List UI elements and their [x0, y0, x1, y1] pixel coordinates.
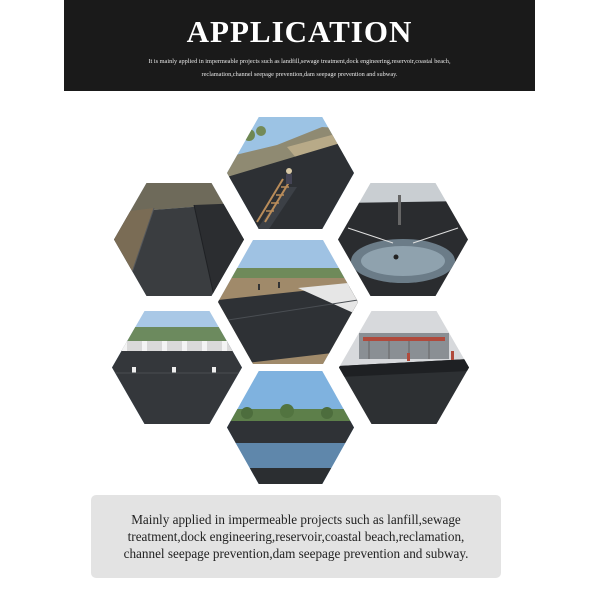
- page-subtitle: It is mainly applied in impermeable projects such as landfill,sewage treatment,dock engineering,reservoir,coastal beach, reclamation,channel seepage prevention,dam seepage prevention and subway.: [148, 58, 451, 78]
- slope-ladder-photo: [227, 117, 354, 229]
- caption-box: [91, 495, 501, 578]
- header-banner: [64, 0, 535, 91]
- reservoir-water-photo: [227, 371, 354, 484]
- page-title: APPLICATION: [186, 14, 413, 49]
- lined-basin-photo: [112, 311, 242, 424]
- factory-site-photo: [339, 311, 469, 424]
- caption-text: Mainly applied in impermeable projects such as lanfill,sewage treatment,dock engineering,reservoir,coastal beach,reclamation, channel seepage prevention,dam seepage prevention and subway.: [123, 512, 469, 561]
